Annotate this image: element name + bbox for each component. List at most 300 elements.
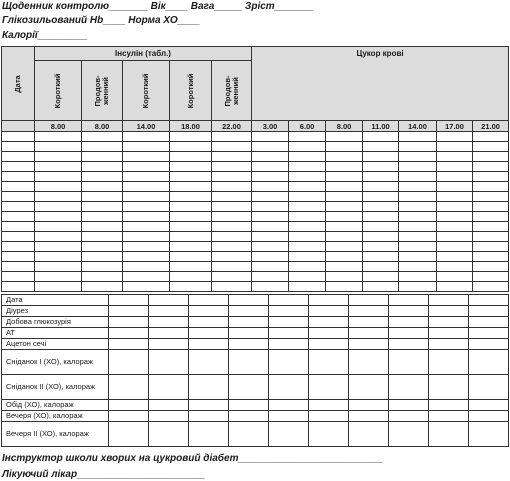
summary-cell[interactable] [389, 328, 429, 339]
summary-cell[interactable] [309, 422, 349, 447]
entry-cell[interactable] [326, 172, 363, 182]
entry-cell[interactable] [326, 232, 363, 242]
entry-cell[interactable] [363, 252, 399, 262]
entry-cell[interactable] [252, 212, 289, 222]
entry-cell[interactable] [437, 212, 473, 222]
entry-cell[interactable] [2, 272, 35, 282]
summary-cell[interactable] [189, 400, 229, 411]
summary-cell[interactable] [429, 295, 469, 306]
entry-cell[interactable] [363, 202, 399, 212]
entry-cell[interactable] [82, 182, 123, 192]
summary-cell[interactable] [189, 306, 229, 317]
entry-cell[interactable] [473, 172, 509, 182]
entry-cell[interactable] [170, 242, 212, 252]
entry-cell[interactable] [212, 282, 252, 292]
entry-cell[interactable] [2, 202, 35, 212]
summary-cell[interactable] [469, 375, 509, 400]
entry-cell[interactable] [437, 272, 473, 282]
summary-cell[interactable] [349, 317, 389, 328]
entry-cell[interactable] [363, 232, 399, 242]
entry-cell[interactable] [289, 242, 326, 252]
entry-cell[interactable] [326, 282, 363, 292]
summary-cell[interactable] [349, 339, 389, 350]
summary-cell[interactable] [229, 411, 269, 422]
entry-cell[interactable] [35, 132, 82, 142]
summary-cell[interactable] [189, 422, 229, 447]
entry-cell[interactable] [212, 162, 252, 172]
summary-cell[interactable] [389, 375, 429, 400]
entry-cell[interactable] [82, 132, 123, 142]
summary-cell[interactable] [429, 328, 469, 339]
entry-cell[interactable] [399, 252, 437, 262]
entry-cell[interactable] [437, 232, 473, 242]
entry-cell[interactable] [82, 162, 123, 172]
entry-cell[interactable] [252, 282, 289, 292]
entry-cell[interactable] [82, 212, 123, 222]
summary-cell[interactable] [189, 339, 229, 350]
entry-cell[interactable] [252, 232, 289, 242]
entry-cell[interactable] [289, 162, 326, 172]
entry-cell[interactable] [289, 152, 326, 162]
entry-cell[interactable] [363, 132, 399, 142]
entry-cell[interactable] [123, 222, 170, 232]
entry-cell[interactable] [35, 162, 82, 172]
summary-cell[interactable] [269, 328, 309, 339]
entry-cell[interactable] [35, 242, 82, 252]
summary-cell[interactable] [349, 350, 389, 375]
entry-cell[interactable] [289, 222, 326, 232]
entry-cell[interactable] [363, 142, 399, 152]
entry-cell[interactable] [82, 252, 123, 262]
summary-cell[interactable] [229, 422, 269, 447]
entry-cell[interactable] [35, 262, 82, 272]
entry-cell[interactable] [473, 132, 509, 142]
entry-cell[interactable] [123, 142, 170, 152]
entry-cell[interactable] [289, 282, 326, 292]
entry-cell[interactable] [82, 242, 123, 252]
entry-cell[interactable] [82, 232, 123, 242]
summary-cell[interactable] [389, 350, 429, 375]
summary-cell[interactable] [229, 328, 269, 339]
entry-cell[interactable] [82, 282, 123, 292]
entry-cell[interactable] [123, 272, 170, 282]
summary-cell[interactable] [229, 306, 269, 317]
entry-cell[interactable] [437, 142, 473, 152]
entry-cell[interactable] [35, 232, 82, 242]
entry-cell[interactable] [123, 182, 170, 192]
summary-cell[interactable] [149, 317, 189, 328]
summary-cell[interactable] [109, 411, 149, 422]
entry-cell[interactable] [170, 152, 212, 162]
summary-cell[interactable] [429, 339, 469, 350]
entry-cell[interactable] [123, 132, 170, 142]
entry-cell[interactable] [35, 142, 82, 152]
summary-cell[interactable] [309, 306, 349, 317]
entry-cell[interactable] [289, 232, 326, 242]
entry-cell[interactable] [170, 272, 212, 282]
entry-cell[interactable] [82, 192, 123, 202]
entry-cell[interactable] [473, 182, 509, 192]
summary-cell[interactable] [469, 295, 509, 306]
summary-cell[interactable] [149, 295, 189, 306]
entry-cell[interactable] [252, 162, 289, 172]
entry-cell[interactable] [2, 182, 35, 192]
entry-cell[interactable] [399, 272, 437, 282]
entry-cell[interactable] [82, 172, 123, 182]
summary-cell[interactable] [269, 375, 309, 400]
entry-cell[interactable] [2, 252, 35, 262]
summary-cell[interactable] [109, 400, 149, 411]
entry-cell[interactable] [363, 242, 399, 252]
entry-cell[interactable] [363, 152, 399, 162]
entry-cell[interactable] [2, 222, 35, 232]
entry-cell[interactable] [212, 142, 252, 152]
summary-cell[interactable] [349, 306, 389, 317]
entry-cell[interactable] [399, 152, 437, 162]
entry-cell[interactable] [399, 222, 437, 232]
entry-cell[interactable] [363, 282, 399, 292]
entry-cell[interactable] [289, 272, 326, 282]
entry-cell[interactable] [212, 192, 252, 202]
entry-cell[interactable] [363, 192, 399, 202]
summary-cell[interactable] [429, 400, 469, 411]
entry-cell[interactable] [437, 132, 473, 142]
summary-cell[interactable] [269, 295, 309, 306]
entry-cell[interactable] [170, 262, 212, 272]
entry-cell[interactable] [437, 152, 473, 162]
entry-cell[interactable] [212, 202, 252, 212]
entry-cell[interactable] [473, 212, 509, 222]
entry-cell[interactable] [212, 272, 252, 282]
entry-cell[interactable] [170, 232, 212, 242]
summary-cell[interactable] [109, 339, 149, 350]
summary-cell[interactable] [309, 400, 349, 411]
entry-cell[interactable] [82, 222, 123, 232]
entry-cell[interactable] [289, 132, 326, 142]
entry-cell[interactable] [473, 262, 509, 272]
summary-cell[interactable] [269, 422, 309, 447]
summary-cell[interactable] [309, 295, 349, 306]
entry-cell[interactable] [399, 182, 437, 192]
summary-cell[interactable] [189, 295, 229, 306]
summary-cell[interactable] [309, 411, 349, 422]
entry-cell[interactable] [123, 172, 170, 182]
entry-cell[interactable] [437, 252, 473, 262]
entry-cell[interactable] [212, 262, 252, 272]
entry-cell[interactable] [437, 282, 473, 292]
entry-cell[interactable] [170, 142, 212, 152]
summary-cell[interactable] [309, 328, 349, 339]
entry-cell[interactable] [473, 252, 509, 262]
entry-cell[interactable] [437, 202, 473, 212]
entry-cell[interactable] [437, 222, 473, 232]
entry-cell[interactable] [252, 262, 289, 272]
entry-cell[interactable] [252, 252, 289, 262]
summary-cell[interactable] [269, 306, 309, 317]
entry-cell[interactable] [123, 152, 170, 162]
summary-cell[interactable] [189, 350, 229, 375]
summary-cell[interactable] [349, 400, 389, 411]
entry-cell[interactable] [437, 192, 473, 202]
entry-cell[interactable] [399, 262, 437, 272]
entry-cell[interactable] [289, 142, 326, 152]
entry-cell[interactable] [212, 212, 252, 222]
entry-cell[interactable] [437, 172, 473, 182]
summary-cell[interactable] [389, 295, 429, 306]
entry-cell[interactable] [289, 212, 326, 222]
entry-cell[interactable] [170, 252, 212, 262]
entry-cell[interactable] [170, 132, 212, 142]
entry-cell[interactable] [326, 162, 363, 172]
entry-cell[interactable] [289, 252, 326, 262]
summary-cell[interactable] [389, 339, 429, 350]
summary-cell[interactable] [229, 375, 269, 400]
summary-cell[interactable] [309, 317, 349, 328]
entry-cell[interactable] [2, 242, 35, 252]
summary-cell[interactable] [149, 350, 189, 375]
entry-cell[interactable] [212, 152, 252, 162]
entry-cell[interactable] [123, 232, 170, 242]
summary-cell[interactable] [429, 422, 469, 447]
entry-cell[interactable] [326, 262, 363, 272]
entry-cell[interactable] [252, 152, 289, 162]
summary-cell[interactable] [469, 328, 509, 339]
entry-cell[interactable] [289, 192, 326, 202]
entry-cell[interactable] [82, 142, 123, 152]
entry-cell[interactable] [82, 262, 123, 272]
summary-cell[interactable] [149, 411, 189, 422]
entry-cell[interactable] [212, 132, 252, 142]
entry-cell[interactable] [35, 282, 82, 292]
entry-cell[interactable] [326, 242, 363, 252]
entry-cell[interactable] [473, 242, 509, 252]
entry-cell[interactable] [363, 172, 399, 182]
entry-cell[interactable] [473, 272, 509, 282]
entry-cell[interactable] [399, 132, 437, 142]
entry-cell[interactable] [123, 162, 170, 172]
summary-cell[interactable] [189, 411, 229, 422]
summary-cell[interactable] [109, 317, 149, 328]
entry-cell[interactable] [2, 132, 35, 142]
entry-cell[interactable] [399, 242, 437, 252]
entry-cell[interactable] [2, 232, 35, 242]
entry-cell[interactable] [399, 162, 437, 172]
entry-cell[interactable] [473, 162, 509, 172]
entry-cell[interactable] [473, 222, 509, 232]
summary-cell[interactable] [469, 306, 509, 317]
entry-cell[interactable] [326, 182, 363, 192]
entry-cell[interactable] [252, 172, 289, 182]
entry-cell[interactable] [437, 242, 473, 252]
summary-cell[interactable] [189, 328, 229, 339]
summary-cell[interactable] [109, 350, 149, 375]
entry-cell[interactable] [437, 182, 473, 192]
entry-cell[interactable] [170, 212, 212, 222]
entry-cell[interactable] [212, 232, 252, 242]
summary-cell[interactable] [469, 317, 509, 328]
summary-cell[interactable] [469, 411, 509, 422]
summary-cell[interactable] [389, 317, 429, 328]
summary-cell[interactable] [429, 375, 469, 400]
entry-cell[interactable] [326, 272, 363, 282]
summary-cell[interactable] [189, 317, 229, 328]
entry-cell[interactable] [252, 142, 289, 152]
entry-cell[interactable] [326, 132, 363, 142]
summary-cell[interactable] [109, 375, 149, 400]
entry-cell[interactable] [252, 242, 289, 252]
entry-cell[interactable] [289, 182, 326, 192]
entry-cell[interactable] [35, 192, 82, 202]
entry-cell[interactable] [123, 202, 170, 212]
entry-cell[interactable] [35, 212, 82, 222]
summary-cell[interactable] [269, 350, 309, 375]
entry-cell[interactable] [35, 272, 82, 282]
summary-cell[interactable] [429, 350, 469, 375]
entry-cell[interactable] [399, 192, 437, 202]
entry-cell[interactable] [212, 182, 252, 192]
entry-cell[interactable] [289, 262, 326, 272]
entry-cell[interactable] [170, 222, 212, 232]
entry-cell[interactable] [35, 252, 82, 262]
entry-cell[interactable] [399, 142, 437, 152]
entry-cell[interactable] [170, 182, 212, 192]
entry-cell[interactable] [252, 182, 289, 192]
entry-cell[interactable] [252, 272, 289, 282]
entry-cell[interactable] [123, 212, 170, 222]
entry-cell[interactable] [212, 252, 252, 262]
entry-cell[interactable] [363, 212, 399, 222]
entry-cell[interactable] [170, 282, 212, 292]
summary-cell[interactable] [309, 375, 349, 400]
entry-cell[interactable] [82, 152, 123, 162]
entry-cell[interactable] [170, 202, 212, 212]
entry-cell[interactable] [399, 172, 437, 182]
entry-cell[interactable] [212, 172, 252, 182]
entry-cell[interactable] [363, 182, 399, 192]
summary-cell[interactable] [309, 350, 349, 375]
entry-cell[interactable] [35, 172, 82, 182]
summary-cell[interactable] [229, 339, 269, 350]
entry-cell[interactable] [473, 232, 509, 242]
summary-cell[interactable] [149, 375, 189, 400]
entry-cell[interactable] [123, 262, 170, 272]
entry-cell[interactable] [326, 142, 363, 152]
entry-cell[interactable] [437, 262, 473, 272]
summary-cell[interactable] [429, 411, 469, 422]
summary-cell[interactable] [149, 328, 189, 339]
entry-cell[interactable] [437, 162, 473, 172]
entry-cell[interactable] [326, 202, 363, 212]
entry-cell[interactable] [212, 242, 252, 252]
entry-cell[interactable] [35, 222, 82, 232]
summary-cell[interactable] [349, 422, 389, 447]
entry-cell[interactable] [2, 192, 35, 202]
summary-cell[interactable] [149, 306, 189, 317]
entry-cell[interactable] [326, 222, 363, 232]
summary-cell[interactable] [229, 400, 269, 411]
entry-cell[interactable] [399, 282, 437, 292]
summary-cell[interactable] [109, 295, 149, 306]
entry-cell[interactable] [123, 192, 170, 202]
summary-cell[interactable] [229, 295, 269, 306]
entry-cell[interactable] [2, 212, 35, 222]
entry-cell[interactable] [363, 262, 399, 272]
summary-cell[interactable] [469, 400, 509, 411]
summary-cell[interactable] [349, 295, 389, 306]
entry-cell[interactable] [399, 232, 437, 242]
entry-cell[interactable] [2, 142, 35, 152]
summary-cell[interactable] [229, 350, 269, 375]
summary-cell[interactable] [469, 339, 509, 350]
entry-cell[interactable] [289, 172, 326, 182]
entry-cell[interactable] [2, 162, 35, 172]
entry-cell[interactable] [35, 182, 82, 192]
entry-cell[interactable] [473, 202, 509, 212]
entry-cell[interactable] [170, 192, 212, 202]
entry-cell[interactable] [289, 202, 326, 212]
summary-cell[interactable] [109, 422, 149, 447]
summary-cell[interactable] [109, 306, 149, 317]
entry-cell[interactable] [326, 152, 363, 162]
entry-cell[interactable] [123, 282, 170, 292]
entry-cell[interactable] [473, 192, 509, 202]
entry-cell[interactable] [123, 242, 170, 252]
entry-cell[interactable] [252, 202, 289, 212]
entry-cell[interactable] [123, 252, 170, 262]
entry-cell[interactable] [399, 212, 437, 222]
entry-cell[interactable] [2, 152, 35, 162]
entry-cell[interactable] [363, 272, 399, 282]
summary-cell[interactable] [349, 375, 389, 400]
summary-cell[interactable] [109, 328, 149, 339]
summary-cell[interactable] [389, 306, 429, 317]
entry-cell[interactable] [2, 282, 35, 292]
entry-cell[interactable] [2, 262, 35, 272]
entry-cell[interactable] [363, 222, 399, 232]
entry-cell[interactable] [363, 162, 399, 172]
entry-cell[interactable] [473, 152, 509, 162]
summary-cell[interactable] [429, 306, 469, 317]
summary-cell[interactable] [189, 375, 229, 400]
summary-cell[interactable] [469, 350, 509, 375]
summary-cell[interactable] [269, 339, 309, 350]
entry-cell[interactable] [399, 202, 437, 212]
summary-cell[interactable] [389, 400, 429, 411]
entry-cell[interactable] [82, 202, 123, 212]
summary-cell[interactable] [149, 400, 189, 411]
summary-cell[interactable] [229, 317, 269, 328]
entry-cell[interactable] [473, 142, 509, 152]
entry-cell[interactable] [2, 172, 35, 182]
entry-cell[interactable] [326, 252, 363, 262]
summary-cell[interactable] [269, 411, 309, 422]
entry-cell[interactable] [170, 162, 212, 172]
entry-cell[interactable] [212, 222, 252, 232]
summary-cell[interactable] [309, 339, 349, 350]
entry-cell[interactable] [326, 212, 363, 222]
summary-cell[interactable] [429, 317, 469, 328]
entry-cell[interactable] [82, 272, 123, 282]
summary-cell[interactable] [149, 422, 189, 447]
entry-cell[interactable] [252, 222, 289, 232]
summary-cell[interactable] [269, 317, 309, 328]
summary-cell[interactable] [469, 422, 509, 447]
entry-cell[interactable] [170, 172, 212, 182]
summary-cell[interactable] [269, 400, 309, 411]
summary-cell[interactable] [389, 422, 429, 447]
summary-cell[interactable] [149, 339, 189, 350]
entry-cell[interactable] [473, 282, 509, 292]
